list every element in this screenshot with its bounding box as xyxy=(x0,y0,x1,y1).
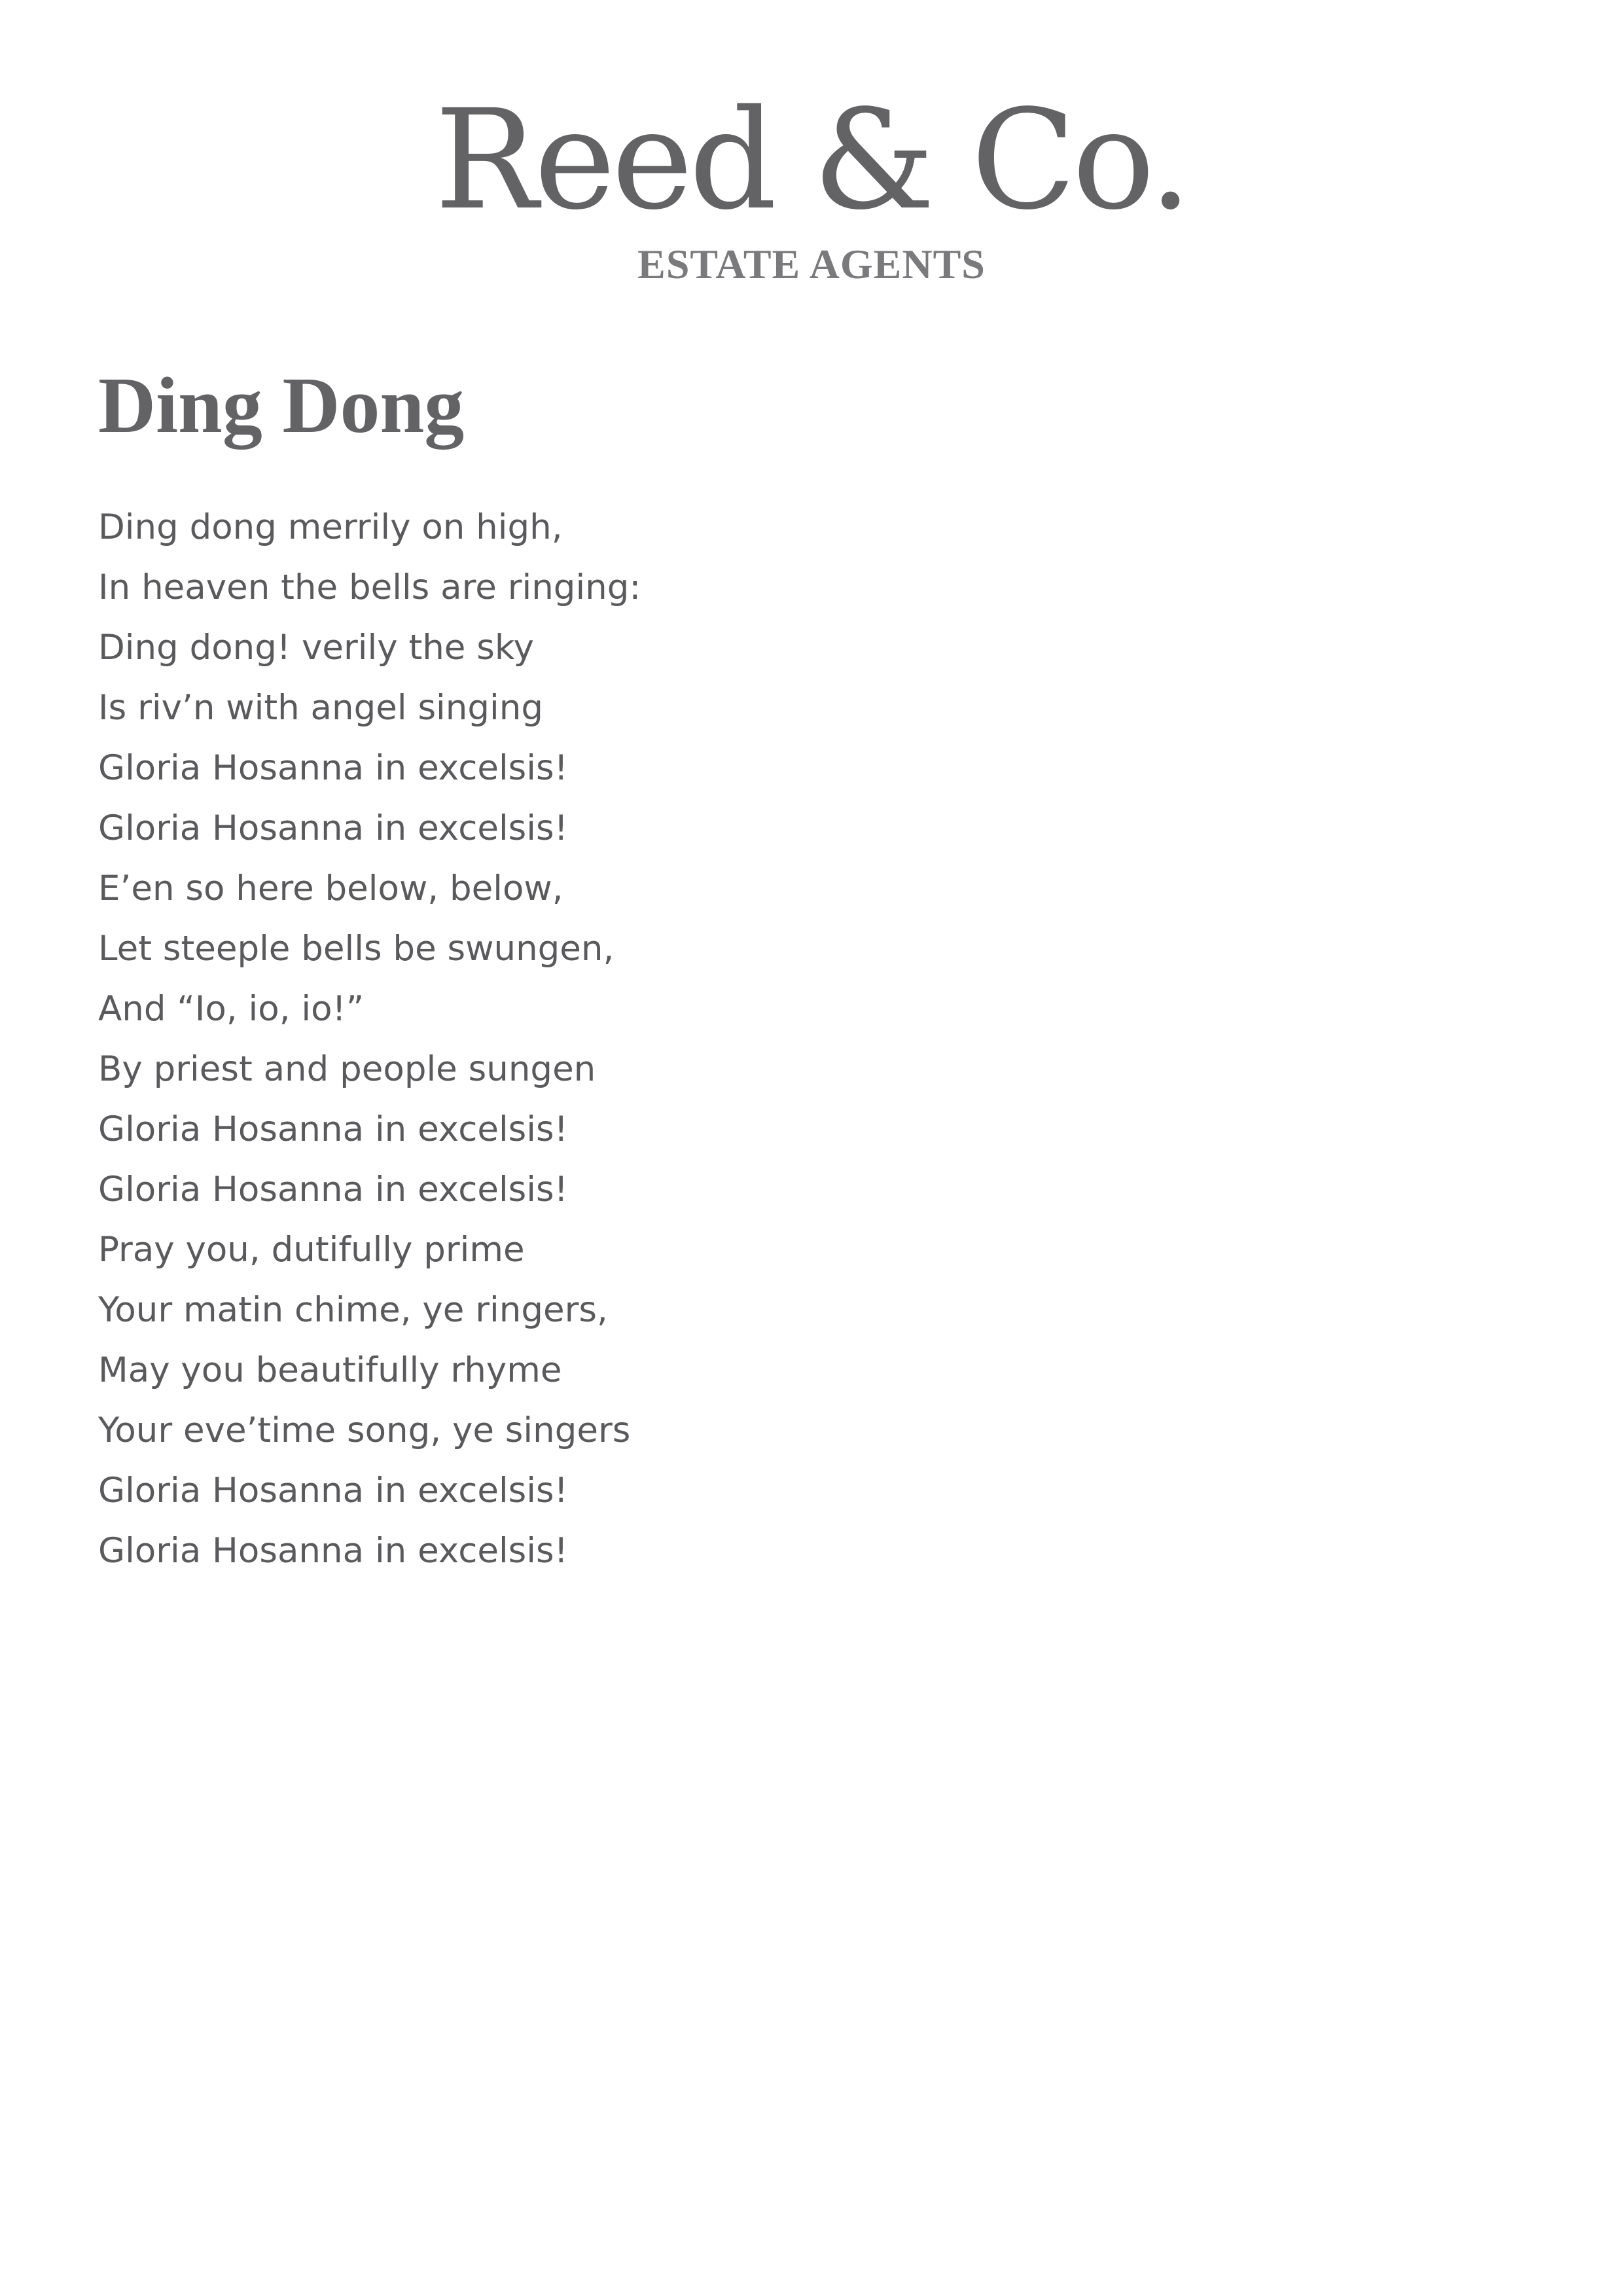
lyric-line: Gloria Hosanna in excelsis! xyxy=(98,1109,568,1149)
lyrics-list xyxy=(98,497,641,1581)
lyric-line: In heaven the bells are ringing: xyxy=(98,567,641,607)
lyric-line: Your eve’time song, ye singers xyxy=(98,1410,631,1450)
lyric-line: Pray you, dutifully prime xyxy=(98,1230,525,1270)
page-title: Ding Dong xyxy=(98,361,465,450)
brand-name: Reed & Co. xyxy=(435,80,1188,240)
lyric-line: Gloria Hosanna in excelsis! xyxy=(98,1531,568,1571)
lyric-line: Gloria Hosanna in excelsis! xyxy=(98,748,568,788)
lyric-line: Ding dong! verily the sky xyxy=(98,628,535,668)
lyric-line: May you beautifully rhyme xyxy=(98,1350,562,1390)
lyric-line: Gloria Hosanna in excelsis! xyxy=(98,808,568,848)
lyric-line: Gloria Hosanna in excelsis! xyxy=(98,1471,568,1511)
lyric-line: E’en so here below, below, xyxy=(98,869,563,908)
lyric-line: Ding dong merrily on high, xyxy=(98,507,563,547)
lyric-line: Gloria Hosanna in excelsis! xyxy=(98,1170,568,1210)
lyric-line: Is riv’n with angel singing xyxy=(98,688,543,728)
lyric-line: Your matin chime, ye ringers, xyxy=(98,1290,608,1330)
lyric-line: By priest and people sungen xyxy=(98,1049,596,1089)
brand-tagline: ESTATE AGENTS xyxy=(637,241,986,287)
brand-logo xyxy=(0,80,1623,291)
lyric-line: And “Io, io, io!” xyxy=(98,989,365,1029)
lyric-line: Let steeple bells be swungen, xyxy=(98,929,615,969)
